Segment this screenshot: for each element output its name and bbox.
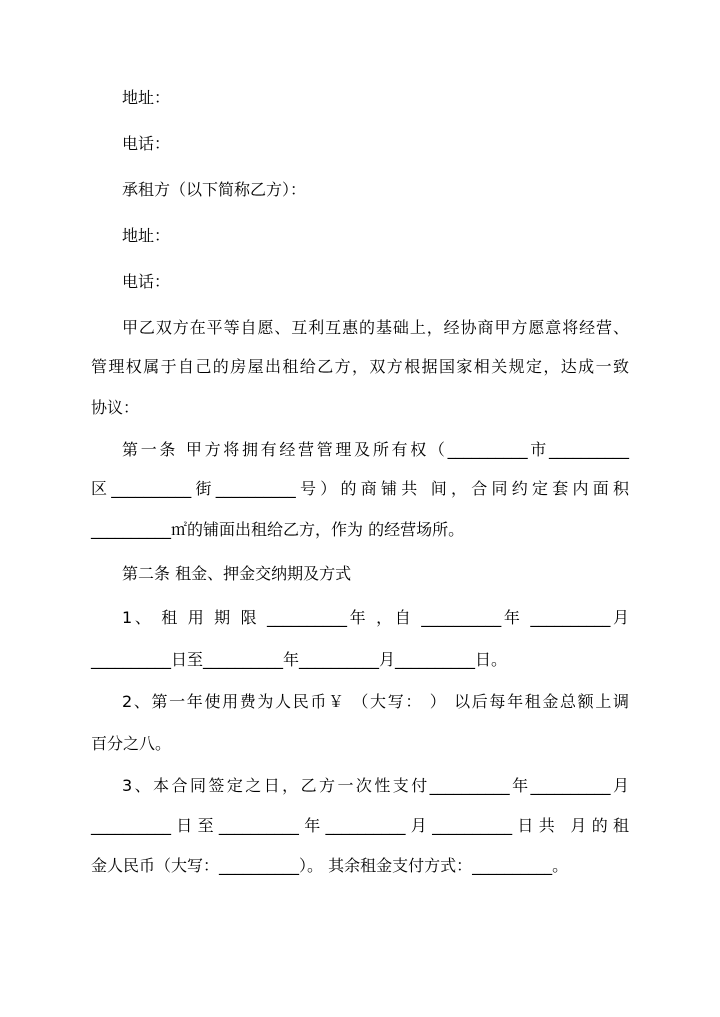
article1-line-1: 第一条 甲方将拥有经营管理及所有权（__________市__________ — [122, 440, 629, 459]
article2-heading: 第二条 租金、押金交纳期及方式 — [122, 564, 352, 583]
lessee-address-label: 地址： — [122, 226, 171, 245]
article2-item1-line-2: __________日至__________年__________月__________日。 — [91, 650, 508, 669]
article2-item2-line-2: 百分之八。 — [91, 734, 172, 753]
preamble-line-2: 管理权属于自己的房屋出租给乙方，双方根据国家相关规定，达成一致 — [91, 357, 629, 376]
preamble-line-3: 协议： — [91, 398, 140, 417]
lessee-label: 承租方（以下简称乙方）： — [122, 180, 307, 199]
article1-line-3: __________㎡的铺面出租给乙方，作为 的经营场所。 — [91, 520, 465, 539]
article1-line-2: 区__________街__________号）的商铺共 间，合同约定套内面积 — [91, 479, 629, 498]
article2-item3-line-3: 金人民币（大写：__________）。 其余租金支付方式：__________。 — [91, 856, 569, 875]
lessee-phone-label: 电话： — [122, 272, 171, 291]
article2-item1-line-1: 1、 租 用 期 限 __________年 ，自 __________年 __________月 — [122, 608, 629, 627]
article2-item3-line-1: 3、本合同签定之日，乙方一次性支付__________年__________月 — [122, 776, 629, 795]
preamble-line-1: 甲乙双方在平等自愿、互利互惠的基础上，经协商甲方愿意将经营、 — [122, 318, 629, 337]
article2-item3-line-2: __________日至__________年__________月__________日共 月的租 — [91, 816, 629, 835]
lessor-address-label: 地址： — [122, 88, 171, 107]
article2-item2-line-1: 2、第一年使用费为人民币￥ （大写： ） 以后每年租金总额上调 — [122, 692, 629, 711]
lessor-phone-label: 电话： — [122, 134, 171, 153]
